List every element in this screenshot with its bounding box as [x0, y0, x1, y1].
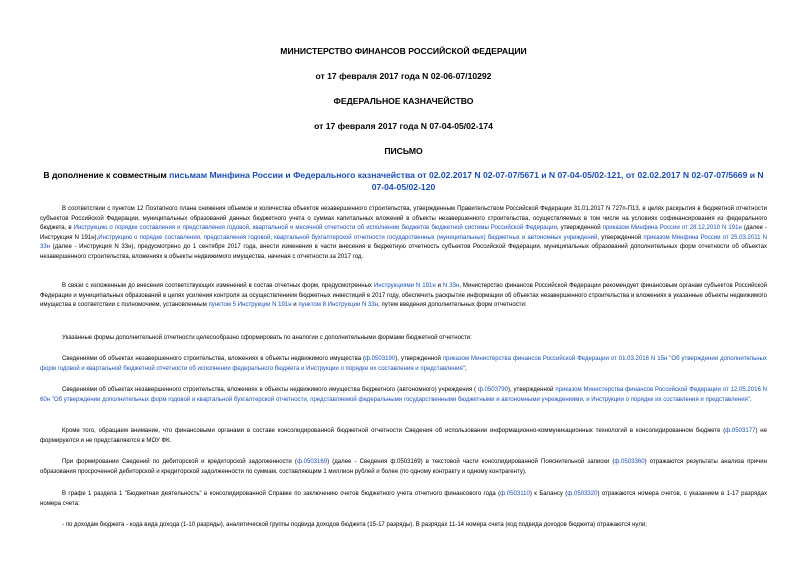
paragraph-1: В соответствии с пунктом 12 Поэтапного плана снижения объемов и количества объектов незавершенного строительства, утвержденным Правительством Российской Федерации 31.01.2017 N 727п-П13, в целях раскрытия в бюджетной отчетности субъектов Российской Федерации, муниципальных образований данных бюджетного учета о суммах капитальных вложений в объекты незавершенного строительства, осуществляемых в том числе на условиях софинансирования из федерального бюджета, в Инструкцию о порядке составления и представления годовой, квартальной и месячной отчетности об исполнении бюджетов бюджетной системы Российской Федерации, утвержденной приказом Минфина России от 28.12.2010 N 191н (далее - Инструкция N 191н),Инструкцию о порядке составления, представления годовой, квартальной бухгалтерской отчетности государственных (муниципальных) бюджетных и автономных учреждений, утвержденной приказом Минфина России от 25.03.2011 N 33н (далее - Инструкция N 33н), предусмотрено до 1 сентября 2017 года, внести изменения в части внесения в бюджетную отчетность субъектов Российской Федерации, муниципальных образований дополнительных форм отчетности об объектах незавершенного строительства, вложениях в объекты недвижимого имущества, начиная с отчетности за 2017 год. [40, 206, 768, 260]
paragraph-4: Сведениями об объектах незавершенного строительства, вложениях в объекты недвижимого имущества (ф.0503190), утвержденной приказом Министерства финансов Российской Федерации от 01.03.2016 N 15н "Об утверждении дополнительных форм годовой и квартальной бюджетной отчетности об исполнении федерального бюджета и Инструкции о порядке их составления и представления"; [40, 356, 767, 372]
document-heading [40, 170, 767, 193]
instructions-191n-link[interactable]: Инструкциями N 191н [373, 283, 436, 289]
form-0503169-link[interactable]: ф.0503169 [296, 459, 328, 465]
ministry-date: от 17 февраля 2017 года N 02-06-07/10292 [315, 71, 492, 81]
form-0503110-link[interactable]: ф.0503110 [500, 491, 530, 497]
form-0503177-link[interactable]: ф.0503177 [725, 428, 756, 434]
document-type: ПИСЬМО [384, 146, 423, 156]
paragraph-7: При формировании Сведений по дебиторской и кредиторской задолженности (ф.0503169) (далее - Сведения ф.0503169) в текстовой части консолидированной Пояснительной записки (ф.0503360) отражаются результаты анализа причин образования просроченной дебиторской и кредиторской задолженности по суммам, составляющим 1 миллион рублей и более (по одному контракту и одному контрагенту). [40, 459, 768, 475]
point-5-191n-link[interactable]: пунктом 5 Инструкции N 191н [208, 302, 292, 309]
instruction-33n-link[interactable]: Инструкцию о порядке составления, представления годовой, квартальной бухгалтерской отчетности государственных (муниципальных) бюджетных и автономных учреждений [98, 234, 598, 241]
paragraph-6: Кроме того, обращаем внимание, что финансовыми органами в составе консолидированной бюджетной отчетности Сведения об использовании информационно-коммуникационных технологий в консолидированном бюджете (ф.0503177) не формируются и не представляются в МОУ ФК. [40, 428, 767, 444]
order-15n-link[interactable]: приказом Министерства финансов Российской Федерации от 01.03.2016 N 15н "Об утверждении дополнительных форм годовой и квартальной бюджетной отчетности об исполнении федерального бюджета и Инструкции о порядке их составления и представления" [40, 356, 767, 372]
order-33n-link[interactable]: приказом Минфина России от 25.03.2011 N 33н [40, 234, 767, 251]
paragraph-3: Указанные формы дополнительной отчетности целесообразно сформировать по аналогии с дополнительными формами бюджетной отчетности: [62, 335, 472, 341]
instruction-191n-link[interactable]: Инструкцию о порядке составления и представления годовой, квартальной и месячной отчетности об исполнении бюджетов бюджетной системы Российской Федерации [73, 225, 557, 232]
treasury-title: ФЕДЕРАЛЬНОЕ КАЗНАЧЕЙСТВО [333, 96, 474, 106]
form-0503790-link[interactable]: ф.0503790 [477, 387, 509, 393]
paragraph-2: В связи с изложенным до внесения соответствующих изменений в состав отчетных форм, предусмотренных Инструкциями N 191н и N 33н, Министерство финансов Российской Федерации рекомендует финансовым органам субъектов Российской Федерации и муниципальных образований в целях усиления контроля за осуществлением бюджетных инвестиций в 2017 году, обеспечить раскрытие информации об объектах незавершенного строительства и вложениях в указанные объекты недвижимого имущества в соответствии с полномочием, установленным пунктом 5 Инструкции N 191н и пунктом 8 Инструкции N 33н, путем введения дополнительных форм отчетности: [40, 283, 767, 309]
paragraph-8: В графе 1 раздела 1 "Бюджетная деятельность" в консолидированной Справке по заключению счетов бюджетного учета отчетного финансового года (ф.0503110) к Балансу (ф.0503320) отражаются номера счетов, с указанием в 1-17 разрядах номера счета: [40, 491, 768, 507]
form-0503360-link[interactable]: ф.0503360 [614, 459, 645, 465]
form-0503190-link[interactable]: ф.0503190 [365, 356, 396, 362]
paragraph-9: - по доходам бюджета - кода вида дохода (1-10 разряды), аналитической группы подвида доходов бюджета (15-17 разряды). В разрядах 11-14 номера счета (код подвида доходов бюджета) отражаются нули; [62, 522, 647, 528]
heading-reference-link[interactable]: письмам Минфина России и Федерального казначейства от 02.02.2017 N 02-07-07/5671 и N 07-04-05/02-121, от 02.02.2017 N 02-07-07/5669 и N 07-04-05/02-120 [169, 170, 764, 192]
order-191n-link[interactable]: приказом Минфина России от 28.12.2010 N 191н [602, 225, 742, 232]
form-0503320-link[interactable]: ф.0503320 [567, 491, 598, 497]
heading-prefix: В дополнение к совместным [43, 170, 170, 180]
treasury-date: от 17 февраля 2017 года N 07-04-05/02-174 [314, 121, 493, 131]
ministry-title: МИНИСТЕРСТВО ФИНАНСОВ РОССИЙСКОЙ ФЕДЕРАЦИИ [280, 46, 527, 56]
paragraph-5: Сведениями об объектах незавершенного строительства, вложениях в объекты недвижимого имущества бюджетного (автономного) учреждения ( ф.0503790), утвержденной приказом Министерства финансов Российской Федерации от 12.05.2016 N 60н "Об утверждении дополнительных форм годовой и квартальной бухгалтерской отчетности, представляемой федеральными государственными бюджетными и автономными учреждениями, и Инструкции о порядке их составления и представления". [40, 387, 767, 403]
order-60n-link[interactable]: приказом Министерства финансов Российской Федерации от 12.05.2016 N 60н "Об утверждении дополнительных форм годовой и квартальной бухгалтерской отчетности, представляемой федеральными государственными бюджетными и автономными учреждениями, и Инструкции о порядке их составления и представления" [40, 387, 767, 403]
point-8-33n-link[interactable]: пунктом 8 Инструкции N 33н [298, 302, 379, 309]
instructions-33n-link[interactable]: N 33н [442, 283, 460, 289]
